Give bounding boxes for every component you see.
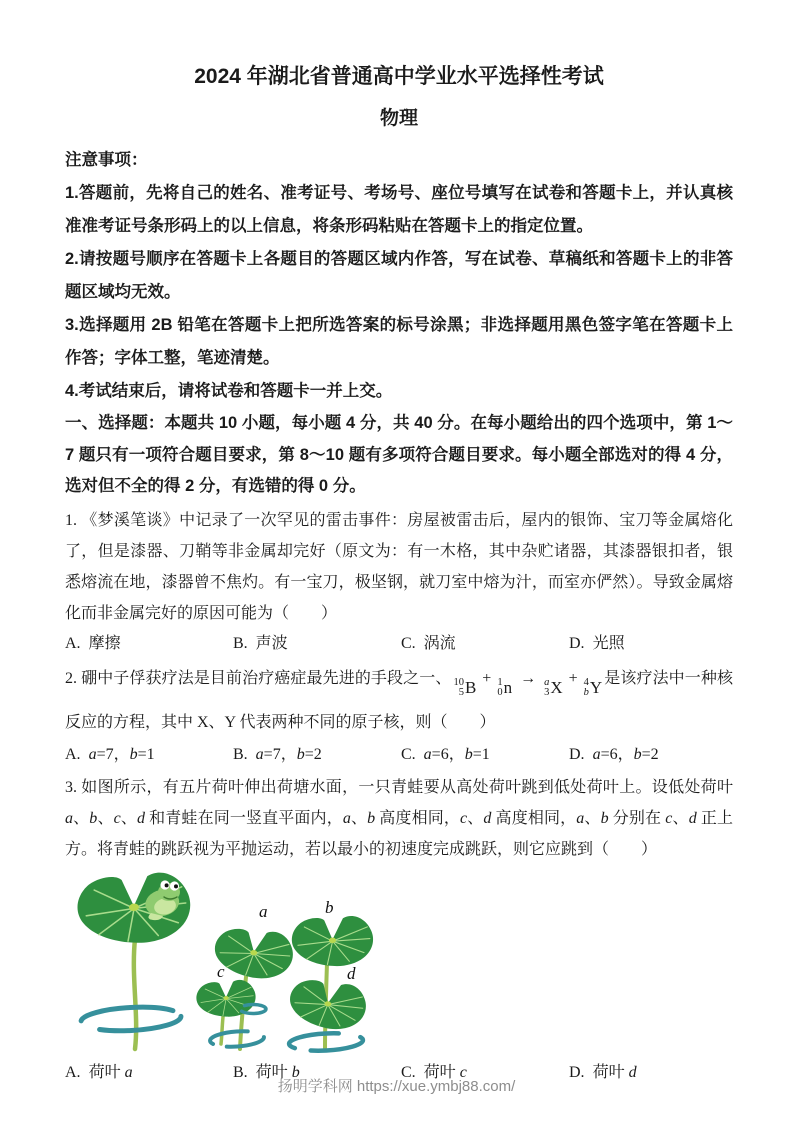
option-text: a=6，b=2 xyxy=(592,746,659,763)
option-label: A. xyxy=(65,1064,81,1081)
option-text: 荷叶 c xyxy=(423,1064,467,1081)
figure-label-c: c xyxy=(217,962,225,981)
question-2-tail: 是该疗法中一种核反应的方程，其中 X、Y 代表两种不同的原子核，则（ ） xyxy=(65,669,733,731)
lotus-pond-figure xyxy=(69,867,427,1053)
option-label: D. xyxy=(569,634,585,652)
option-text: 涡流 xyxy=(423,634,456,652)
question-2-options xyxy=(65,740,733,770)
notice-heading: 注意事项： xyxy=(65,151,148,169)
leaf-c-stem xyxy=(221,1017,223,1044)
option-label: C. xyxy=(401,746,416,763)
lotus-leaf-a xyxy=(213,927,294,980)
option-label: D. xyxy=(569,1064,585,1081)
option-label: D. xyxy=(569,746,585,763)
question-2 xyxy=(65,661,733,771)
option-label: A. xyxy=(65,746,81,763)
question-1-option-b xyxy=(233,629,401,659)
water-ripple xyxy=(80,1005,181,1033)
page-title: 2024 年湖北省普通高中学业水平选择性考试 xyxy=(194,65,604,88)
option-text: 荷叶 d xyxy=(592,1064,637,1081)
option-label: B. xyxy=(233,634,248,652)
question-2-option-b xyxy=(233,740,401,770)
notice-item-4: 4.考试结束后，请将试卷和答题卡一并上交。 xyxy=(65,382,393,400)
option-text: a=7，b=2 xyxy=(255,746,322,763)
notice-item-1: 1.答题前，先将自己的姓名、准考证号、考场号、座位号填写在试卷和答题卡上，并认真核准准考证号条形码上的以上信息，将条形码粘贴在答题卡上的指定位置。 xyxy=(65,184,733,235)
question-3-figure xyxy=(69,867,733,1058)
nuclide-x: a 3 X xyxy=(544,676,563,698)
nuclide-neutron: 1 0 n xyxy=(497,676,513,698)
option-label: B. xyxy=(233,1064,248,1081)
question-1-option-d xyxy=(569,629,625,659)
option-text: 荷叶 a xyxy=(88,1064,133,1081)
option-text: 声波 xyxy=(255,634,288,652)
option-label: B. xyxy=(233,746,248,763)
water-ripple xyxy=(210,1030,265,1049)
question-3-text: 3. 如图所示，有五片荷叶伸出荷塘水面，一只青蛙要从高处荷叶跳到低处荷叶上。设低处荷叶 a、b、c、d 和青蛙在同一竖直平面内，a、b 高度相同，c、d 高度相同，a、b 分别在 c、d 正上方。将青蛙的跳跃视为平抛运动，若以最小的初速度完成跳跃，则它应跳到（ ） xyxy=(65,779,733,858)
figure-label-d: d xyxy=(347,964,356,983)
plus-sign: + xyxy=(568,669,578,687)
option-text: 光照 xyxy=(592,634,625,652)
figure-label-b: b xyxy=(325,898,334,917)
option-text: 荷叶 b xyxy=(255,1064,300,1081)
question-2-text xyxy=(65,661,733,741)
option-text: a=7，b=1 xyxy=(88,746,155,763)
watermark-footer: 扬明学科网 https://xue.ymbj88.com/ xyxy=(277,1078,516,1095)
reaction-arrow-icon: → xyxy=(520,669,537,687)
option-text: a=6，b=1 xyxy=(423,746,490,763)
question-1-option-a xyxy=(65,629,233,659)
section-one-intro: 一、选择题：本题共 10 小题，每小题 4 分，共 40 分。在每小题给出的四个选项中，第 1～7 题只有一项符合题目要求，第 8～10 题有多项符合题目要求。每小题全部选对的得 4 分，选对但不全的得 2 分，有选错的得 0 分。 xyxy=(65,414,733,495)
plus-sign: + xyxy=(482,669,492,687)
notice-section xyxy=(65,144,733,408)
figure-label-a: a xyxy=(259,902,268,921)
nuclide-boron: 10 5 B xyxy=(453,676,477,698)
question-1-option-c xyxy=(401,629,569,659)
lotus-leaf-b xyxy=(290,914,374,969)
question-2-lead: 2. 硼中子俘获疗法是目前治疗癌症最先进的手段之一、 xyxy=(65,669,452,687)
question-3 xyxy=(65,772,733,1088)
question-1 xyxy=(65,505,733,659)
subject-title: 物理 xyxy=(379,108,418,129)
option-text: 摩擦 xyxy=(88,634,121,652)
option-label: C. xyxy=(401,1064,416,1081)
option-label: C. xyxy=(401,634,416,652)
question-2-option-a xyxy=(65,740,233,770)
notice-item-3: 3.选择题用 2B 铅笔在答题卡上把所选答案的标号涂黑；非选择题用黑色签字笔在答题卡上作答；字体工整，笔迹清楚。 xyxy=(65,316,733,367)
question-2-option-d xyxy=(569,740,659,770)
nuclide-y: 4 b Y xyxy=(583,676,603,698)
question-1-text: 1. 《梦溪笔谈》中记录了一次罕见的雷击事件：房屋被雷击后，屋内的银饰、宝刀等金属熔化了，但是漆器、刀鞘等非金属却完好（原文为：有一木格，其中杂贮诸器，其漆器银扣者，银悉熔流在地，漆器曾不焦灼。有一宝刀，极坚钢，就刀室中熔为汁，而室亦俨然）。导致金属熔化而非金属完好的原因可能为（ ） xyxy=(65,511,733,622)
notice-item-2: 2.请按题号顺序在答题卡上各题目的答题区域内作答，写在试卷、草稿纸和答题卡上的非答题区域均无效。 xyxy=(65,250,733,301)
question-2-option-c xyxy=(401,740,569,770)
option-label: A. xyxy=(65,634,81,652)
question-1-options xyxy=(65,629,733,659)
